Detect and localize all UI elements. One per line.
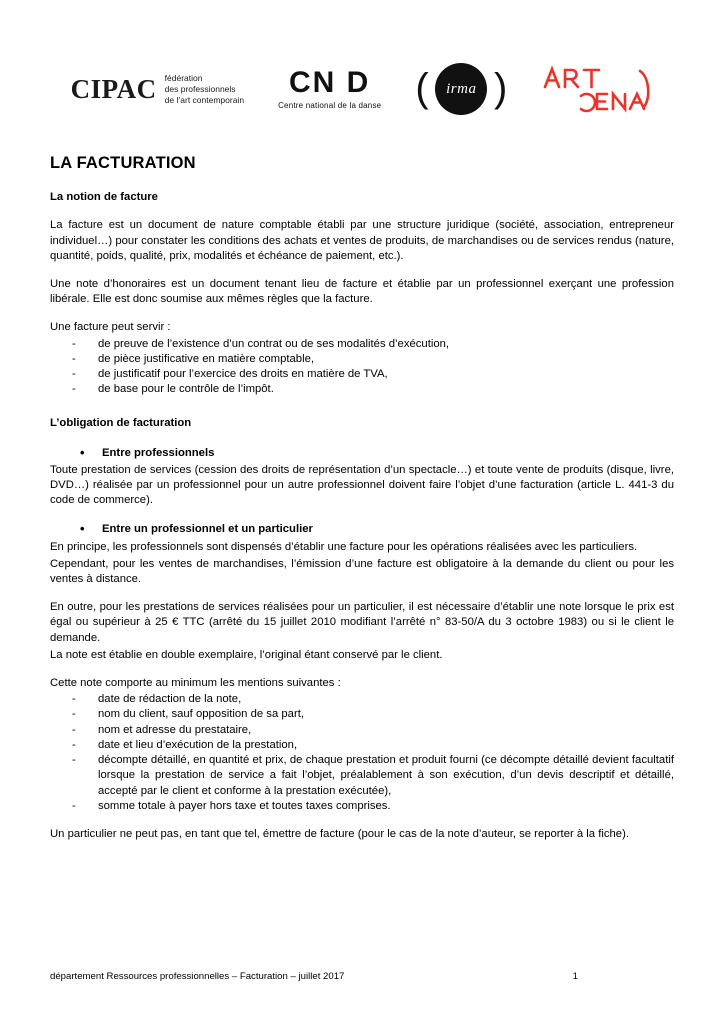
footer-page-number: 1 [572, 971, 578, 982]
footer-source: département Ressources professionnelles – Facturation – juillet 2017 [50, 971, 345, 982]
paragraph-ventes-marchandises: Cependant, pour les ventes de marchandises, l’émission d’une facture est obligatoire à la demande du client ou pour les ventes à distance. [50, 557, 674, 586]
subheading-professionnel-particulier-wrap [50, 522, 674, 537]
list-item: - nom du client, sauf opposition de sa part, [72, 707, 674, 722]
list-item: - de justificatif pour l’exercice des droits en matière de TVA, [72, 367, 674, 382]
paragraph-entre-professionnels: Toute prestation de services (cession des droits de représentation d’un spectacle…) et toute vente de produits (disque, livre, DVD…) réalisée par un professionnel pour un autre professionnel doivent faire l’objet d’une facturation (article L. 441-3 du code de commerce). [50, 463, 674, 507]
document-body [50, 156, 674, 842]
logo-cnd [278, 68, 381, 110]
cipac-tagline-line1: fédération [164, 72, 203, 83]
list-usages-facture [50, 337, 674, 398]
logo-bar [50, 0, 674, 130]
logo-irma [415, 62, 507, 116]
list-item: - somme totale à payer hors taxe et toutes taxes comprises. [72, 799, 674, 814]
paragraph-definition-facture: La facture est un document de nature comptable établi par une structure juridique (société, association, entrepreneur individuel…) pour constater les conditions des achats et ventes de produits, de marchandises ou de services rendus (nature, quantité, poids, qualité, prix, modalités et échéance de paiement, etc.). [50, 219, 674, 262]
page-title: LA FACTURATION [50, 154, 196, 172]
cipac-tagline-line2: des professionnels [164, 83, 236, 94]
list-item: - décompte détaillé, en quantité et prix, de chaque prestation et produit fourni (ce décompte détaillé devient facultatif lorsque la prestation de service a fait l’objet, préalablement à son exécution, d’un devis descriptif et détaillé, accepté par le client et conforme à la prestation exécutée), [72, 753, 674, 799]
subheading-professionnel-particulier: • Entre un professionnel et un particulier [80, 522, 674, 537]
subheading-entre-professionnels: • Entre professionnels [80, 446, 674, 461]
cipac-wordmark: CIPAC [70, 73, 157, 104]
cnd-wordmark: CN D [289, 66, 371, 99]
list-mentions-obligatoires [50, 692, 674, 814]
list-item: - nom et adresse du prestataire, [72, 723, 674, 738]
irma-left-paren-icon: ( [415, 66, 429, 110]
list-item: - de preuve de l’existence d’un contrat ou de ses modalités d’exécution, [72, 337, 674, 352]
heading-notion-de-facture: La notion de facture [50, 191, 158, 204]
logo-artcena [541, 61, 653, 117]
page-footer [50, 971, 674, 982]
cnd-tagline: Centre national de la danse [278, 101, 382, 110]
list-item: - de base pour le contrôle de l’impôt. [72, 382, 674, 397]
paragraph-facture-peut-servir: Une facture peut servir : [50, 321, 171, 334]
paragraph-principe-dispense: En principe, les professionnels sont dispensés d’établir une facture pour les opérations réalisées avec les particuliers. [50, 540, 638, 553]
paragraph-note-honoraires: Une note d’honoraires est un document tenant lieu de facture et établie par un professionnel exerçant une profession libérale. Elle est donc soumise aux mêmes règles que la facture. [50, 278, 674, 306]
list-item: - date et lieu d’exécution de la prestation, [72, 738, 674, 753]
cipac-tagline-line3: de l’art contemporain [164, 94, 245, 105]
paragraph-mentions-intro: Cette note comporte au minimum les mentions suivantes : [50, 677, 341, 690]
paragraph-particulier-ne-peut-pas: Un particulier ne peut pas, en tant que tel, émettre de facture (pour le cas de la note d’auteur, se reporter à la fiche). [50, 827, 629, 840]
subheading-entre-professionnels-wrap [50, 446, 674, 461]
irma-right-paren-icon: ) [493, 66, 508, 110]
list-item: - de pièce justificative en matière comptable, [72, 352, 674, 367]
list-item: - date de rédaction de la note, [72, 692, 674, 707]
logo-cipac [71, 73, 244, 106]
paragraph-prestations-particulier: En outre, pour les prestations de services réalisées pour un particulier, il est nécessaire d’établir une note lorsque le prix est égal ou supérieur à 25 € TTC (arrêté du 15 juillet 2010 modifiant l’arrêté n° 83-50/A du 3 octobre 1983) ou si le client le demande. [50, 601, 674, 644]
heading-obligation-de-facturation: L’obligation de facturation [50, 417, 192, 430]
irma-wordmark: irma [435, 63, 487, 115]
paragraph-note-double-exemplaire: La note est établie en double exemplaire, l’original étant conservé par le client. [50, 648, 443, 661]
cipac-tagline [165, 73, 244, 106]
